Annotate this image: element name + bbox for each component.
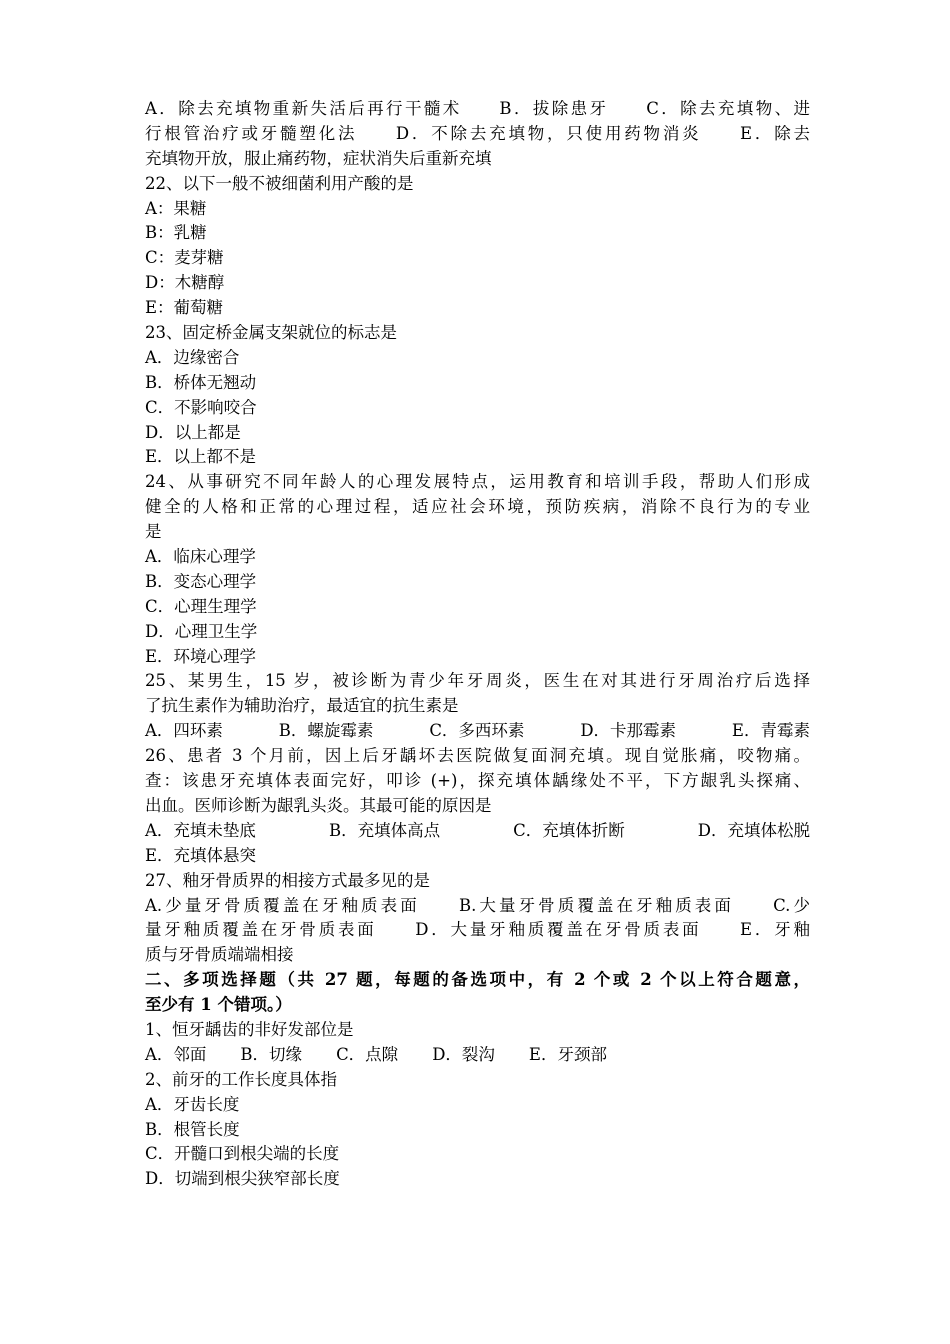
q22-option-e: E：葡萄糖 bbox=[145, 298, 224, 318]
q22-stem: 22、以下一般不被细菌利用产酸的是 bbox=[145, 173, 414, 193]
m2-option-b: B．根管长度 bbox=[145, 1119, 240, 1139]
q25-option-b: B．螺旋霉素 bbox=[278, 721, 374, 741]
q27-options-line-1: A.少量牙骨质覆盖在牙釉质表面 B.大量牙骨质覆盖在牙釉质表面 C.少 bbox=[145, 895, 810, 915]
q25-option-d: D．卡那霉素 bbox=[580, 721, 677, 741]
m1-option-c: C．点隙 bbox=[336, 1044, 399, 1064]
m2-option-d: D．切端到根尖狭窄部长度 bbox=[145, 1169, 340, 1189]
q23-option-c: C．不影响咬合 bbox=[145, 397, 257, 417]
q26-options-row bbox=[145, 819, 810, 844]
q23-option-b: B．桥体无翘动 bbox=[145, 372, 257, 392]
section-2-heading-line-1: 二、多项选择题（共 27 题，每题的备选项中，有 2 个或 2 个以上符合题意， bbox=[145, 970, 810, 990]
m2-option-c: C．开髓口到根尖端的长度 bbox=[145, 1144, 340, 1164]
q24-option-b: B．变态心理学 bbox=[145, 571, 257, 591]
m2-stem: 2、前牙的工作长度具体指 bbox=[145, 1069, 337, 1089]
q24-stem-line-2: 健全的人格和正常的心理过程，适应社会环境，预防疾病，消除不良行为的专业 bbox=[145, 497, 810, 517]
q25-stem-line-1: 25、某男生，15 岁，被诊断为青少年牙周炎，医生在对其进行牙周治疗后选择 bbox=[145, 671, 810, 691]
q26-option-e: E．充填体悬突 bbox=[145, 845, 257, 865]
q23-stem: 23、固定桥金属支架就位的标志是 bbox=[145, 323, 397, 343]
q26-option-a: A．充填未垫底 bbox=[145, 820, 256, 840]
q24-stem-line-3: 是 bbox=[145, 522, 162, 542]
q25-option-a: A．四环素 bbox=[145, 721, 223, 741]
q22-option-a: A：果糖 bbox=[145, 198, 207, 218]
q21-options-line-1: A．除去充填物重新失活后再行干髓术 B．拔除患牙 C．除去充填物、进 bbox=[145, 99, 810, 118]
m1-option-d: D．裂沟 bbox=[432, 1044, 495, 1064]
m1-option-e: E．牙颈部 bbox=[528, 1044, 607, 1064]
q24-stem-line-1: 24、从事研究不同年龄人的心理发展特点，运用教育和培训手段，帮助人们形成 bbox=[145, 472, 810, 492]
q21-options-line-3: 充填物开放，服止痛药物，症状消失后重新充填 bbox=[145, 148, 492, 168]
m2-option-a: A．牙齿长度 bbox=[145, 1094, 240, 1114]
q25-option-e: E．青霉素 bbox=[731, 721, 810, 741]
document-page bbox=[145, 97, 810, 1192]
q22-option-d: D：木糖醇 bbox=[145, 273, 225, 293]
m1-option-a: A．邻面 bbox=[145, 1044, 207, 1064]
q26-option-d: D．充填体松脱 bbox=[697, 820, 810, 840]
q26-option-b: B．充填体高点 bbox=[328, 820, 441, 840]
section-2-heading-line-2: 至少有 1 个错项。） bbox=[145, 995, 292, 1015]
q27-options-line-2: 量牙釉质覆盖在牙骨质表面 D．大量牙釉质覆盖在牙骨质表面 E．牙釉 bbox=[145, 920, 810, 940]
q27-options-line-3: 质与牙骨质端端相接 bbox=[145, 945, 294, 965]
m1-options-row bbox=[145, 1043, 810, 1068]
q26-stem-line-3: 出血。医师诊断为龈乳头炎。其最可能的原因是 bbox=[145, 795, 492, 815]
q24-option-a: A．临床心理学 bbox=[145, 547, 256, 567]
q23-option-d: D．以上都是 bbox=[145, 422, 241, 442]
q26-stem-line-2: 查：该患牙充填体表面完好，叩诊 (+)，探充填体龋缘处不平，下方龈乳头探痛、 bbox=[145, 771, 810, 791]
q24-option-d: D．心理卫生学 bbox=[145, 621, 258, 641]
m1-stem: 1、恒牙龋齿的非好发部位是 bbox=[145, 1019, 354, 1039]
q23-option-a: A．边缘密合 bbox=[145, 347, 240, 367]
q22-option-c: C：麦芽糖 bbox=[145, 248, 224, 268]
m1-option-b: B．切缘 bbox=[240, 1044, 303, 1064]
q22-option-b: B：乳糖 bbox=[145, 223, 207, 243]
q25-options-row bbox=[145, 719, 810, 744]
q21-options-line-2: 行根管治疗或牙髓塑化法 D．不除去充填物，只使用药物消炎 E．除去 bbox=[145, 123, 810, 143]
q26-option-c: C．充填体折断 bbox=[513, 820, 625, 840]
q24-option-e: E．环境心理学 bbox=[145, 646, 257, 666]
q27-stem: 27、釉牙骨质界的相接方式最多见的是 bbox=[145, 870, 430, 890]
q25-option-c: C．多西环素 bbox=[429, 721, 525, 741]
q26-stem-line-1: 26、患者 3 个月前，因上后牙龋坏去医院做复面洞充填。现自觉胀痛，咬物痛。 bbox=[145, 746, 810, 766]
q24-option-c: C．心理生理学 bbox=[145, 596, 257, 616]
q25-stem-line-2: 了抗生素作为辅助治疗，最适宜的抗生素是 bbox=[145, 696, 459, 716]
q23-option-e: E．以上都不是 bbox=[145, 447, 257, 467]
